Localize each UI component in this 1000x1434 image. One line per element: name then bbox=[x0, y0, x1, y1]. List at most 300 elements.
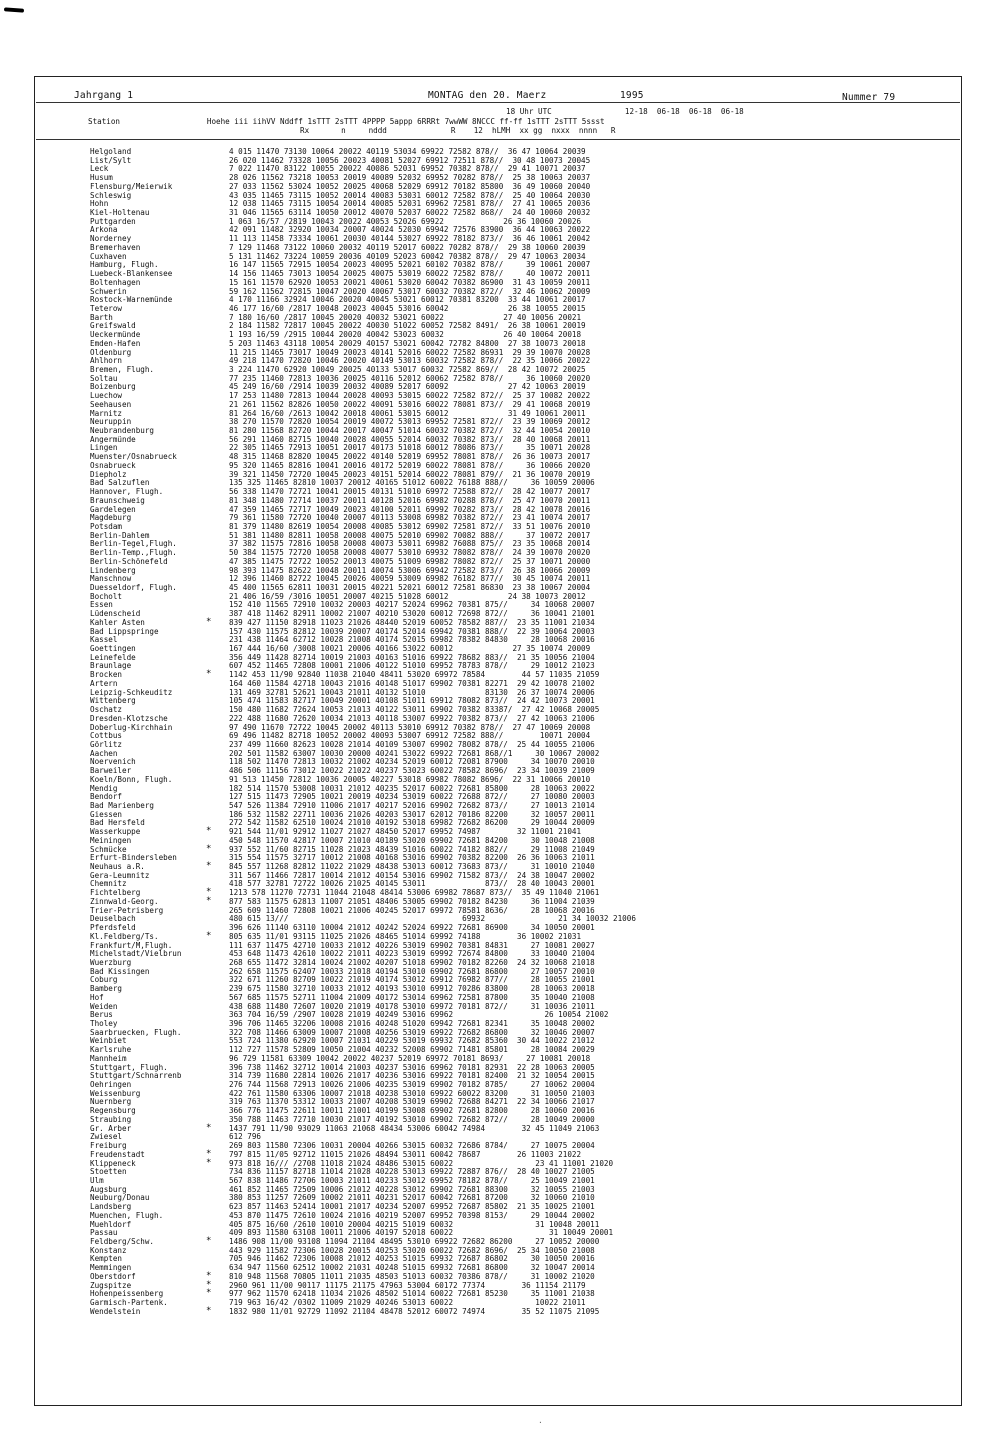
station-values: 69 496 11482 82718 10052 20002 40093 53007 69912 72582 888// 10071 20004 bbox=[229, 731, 591, 741]
station-row bbox=[38, 295, 958, 304]
station-name: Cottbus bbox=[90, 731, 123, 741]
station-name: Konstanz bbox=[90, 1245, 127, 1255]
station-name: Emden-Hafen bbox=[90, 338, 141, 348]
station-values: 157 430 11575 82812 10039 20007 40174 52014 69942 70381 888// 22 39 10064 20003 bbox=[229, 626, 595, 636]
station-row bbox=[38, 1150, 958, 1159]
station-name: Neuburg/Donau bbox=[90, 1193, 150, 1203]
station-row bbox=[38, 461, 958, 470]
station-values: 26 020 11462 73328 10056 20023 40081 52027 69912 72511 878// 30 48 10073 20045 bbox=[229, 155, 591, 165]
station-row bbox=[38, 452, 958, 461]
station-name: Passau bbox=[90, 1228, 118, 1238]
header-rule-bottom bbox=[36, 139, 960, 140]
station-name: Bad Lippspringe bbox=[90, 626, 159, 636]
station-values: 719 963 16/42 /0302 11009 21029 40246 53013 60022 10022 21011 bbox=[229, 1298, 586, 1308]
station-row bbox=[38, 853, 958, 862]
station-name: Puttgarden bbox=[90, 216, 136, 226]
station-name: Berlin-Dahlem bbox=[90, 530, 150, 540]
station-row bbox=[38, 208, 958, 217]
station-name: Schmücke bbox=[90, 844, 127, 854]
station-row bbox=[38, 1028, 958, 1037]
station-row bbox=[38, 417, 958, 426]
station-name: Husum bbox=[90, 173, 113, 183]
station-name: Kl.Feldberg/Ts. bbox=[90, 931, 159, 941]
station-row bbox=[38, 199, 958, 208]
station-name: Ahlhorn bbox=[90, 356, 123, 366]
station-name: Wittenberg bbox=[90, 696, 136, 706]
station-values: 5 131 11462 73224 10059 20036 40109 52023 60042 70382 878// 29 47 10063 20034 bbox=[229, 251, 586, 261]
station-values: 366 776 11475 22611 10011 21001 40199 53008 69902 72681 82800 28 10060 20016 bbox=[229, 1106, 595, 1116]
station-row bbox=[38, 522, 958, 531]
station-values: 322 671 11260 82709 10022 21019 40174 53012 69912 76982 877// 28 10055 21001 bbox=[229, 975, 595, 985]
station-values: 95 320 11465 82816 10041 20016 40172 52019 60022 78081 878// 36 10066 20020 bbox=[229, 460, 591, 470]
station-name: Schwerin bbox=[90, 286, 127, 296]
mountain-station-marker: * bbox=[206, 930, 212, 941]
station-row bbox=[38, 627, 958, 636]
station-values: 182 514 11570 53008 10031 21012 40235 52017 60022 72681 85800 28 10063 20022 bbox=[229, 783, 595, 793]
station-name: Ulm bbox=[90, 1175, 104, 1185]
scan-mark bbox=[4, 7, 24, 12]
station-row bbox=[38, 914, 958, 923]
station-name: Luechow bbox=[90, 391, 123, 401]
station-row bbox=[38, 609, 958, 618]
station-row bbox=[38, 1185, 958, 1194]
station-row bbox=[38, 975, 958, 984]
station-values: 45 249 16/60 /2914 10039 20032 40089 52017 60092 27 42 10063 20019 bbox=[229, 382, 586, 392]
station-name: Oschatz bbox=[90, 705, 123, 715]
station-values: 7 129 11468 73122 10060 20032 40119 52017 60022 70282 878// 29 38 10060 20039 bbox=[229, 242, 586, 252]
station-values: 222 488 11680 72620 10034 21013 40118 53007 69922 70382 873// 27 42 10063 21006 bbox=[229, 713, 595, 723]
station-name: Zinnwald-Georg. bbox=[90, 896, 159, 906]
station-name: Boizenburg bbox=[90, 382, 136, 392]
station-name: Bocholt bbox=[90, 591, 123, 601]
station-values: 845 557 11268 82812 11022 21029 48438 53013 60012 73683 873// 31 10010 21040 bbox=[229, 862, 595, 872]
volume-label: Jahrgang 1 bbox=[74, 90, 134, 101]
station-row bbox=[38, 705, 958, 714]
station-name: Greifswald bbox=[90, 321, 136, 331]
station-row bbox=[38, 409, 958, 418]
station-name: Deuselbach bbox=[90, 914, 136, 924]
station-row bbox=[38, 1097, 958, 1106]
station-row bbox=[38, 1220, 958, 1229]
station-name: Stuttgart/Schnarrenb bbox=[90, 1071, 182, 1081]
station-values: 81 264 16/60 /2613 10042 20018 40061 53015 60012 31 49 10061 20011 bbox=[229, 408, 586, 418]
station-values: 380 853 11257 72609 10002 21011 40231 52017 60042 72681 87200 32 10060 21010 bbox=[229, 1193, 595, 1203]
station-row bbox=[38, 1237, 958, 1246]
station-name: Berlin-Schönefeld bbox=[90, 556, 168, 566]
station-name: Arkona bbox=[90, 225, 118, 235]
station-row bbox=[38, 871, 958, 880]
station-row bbox=[38, 147, 958, 156]
station-name: Dresden-Klotzsche bbox=[90, 713, 168, 723]
mountain-station-marker: * bbox=[206, 1122, 212, 1133]
weekday-date-label: MONTAG den 20. Maerz bbox=[428, 90, 547, 101]
station-row bbox=[38, 278, 958, 287]
station-row bbox=[38, 365, 958, 374]
station-values: 734 836 11157 82718 11014 21028 40228 53013 69922 72887 876// 28 40 10027 21005 bbox=[229, 1167, 595, 1177]
station-values: 27 033 11562 53024 10052 20025 40068 52029 69912 70182 85800 36 49 10060 20040 bbox=[229, 181, 591, 191]
station-values: 486 506 11156 73012 10022 21022 40237 53023 60022 78582 8696/ 23 34 10039 21009 bbox=[229, 766, 595, 776]
station-name: Hohenpeissenberg bbox=[90, 1289, 164, 1299]
station-values: 5 203 11463 43118 10054 20029 40157 53021 60042 72782 84800 27 38 10073 20018 bbox=[229, 338, 586, 348]
station-name: Barth bbox=[90, 312, 113, 322]
station-values: 269 803 11580 72306 10031 20004 40266 53015 60032 72686 8784/ 27 10075 20004 bbox=[229, 1141, 595, 1151]
station-row bbox=[38, 1254, 958, 1263]
station-values: 91 513 11450 72812 10036 20005 40227 53018 69982 78082 8696/ 22 31 10066 20010 bbox=[229, 774, 591, 784]
station-row bbox=[38, 496, 958, 505]
station-name: Saarbruecken, Flugh. bbox=[90, 1027, 182, 1037]
station-name: Kiel-Holtenau bbox=[90, 208, 150, 218]
station-row bbox=[38, 478, 958, 487]
station-values: 322 708 11466 63009 10007 21008 40256 53019 69922 72682 86800 32 10046 20007 bbox=[229, 1027, 595, 1037]
station-name: Karlsruhe bbox=[90, 1045, 132, 1055]
station-row bbox=[38, 348, 958, 357]
station-row bbox=[38, 1124, 958, 1133]
station-values: 634 947 11560 62512 10002 21031 40248 51015 69932 72681 86800 32 10047 20014 bbox=[229, 1263, 595, 1273]
mountain-station-marker: * bbox=[206, 1157, 212, 1168]
station-name: Erfurt-Bindersleben bbox=[90, 853, 177, 863]
mountain-station-marker: * bbox=[206, 1305, 212, 1316]
mountain-station-marker: * bbox=[206, 669, 212, 680]
station-values: 239 675 11580 32710 10033 21012 40193 53010 69912 70286 83800 28 10063 20018 bbox=[229, 984, 595, 994]
station-name: Freudenstadt bbox=[90, 1149, 145, 1159]
station-name: Hannover, Flugh. bbox=[90, 487, 164, 497]
station-values: 612 796 bbox=[229, 1132, 262, 1142]
station-values: 48 315 11468 82820 10045 20022 40140 52019 69952 78081 878// 26 36 10073 20017 bbox=[229, 452, 591, 462]
station-values: 453 648 11473 42610 10022 21011 40223 53019 69992 72674 84800 33 10040 21004 bbox=[229, 949, 595, 959]
station-values: 567 685 11575 52711 11004 21009 40172 53014 69962 72581 87800 35 10040 21008 bbox=[229, 992, 595, 1002]
station-name: Wuerzburg bbox=[90, 957, 132, 967]
station-row bbox=[38, 670, 958, 679]
station-row bbox=[38, 443, 958, 452]
station-values: 314 739 11680 22814 10026 21017 40236 53016 69922 70181 82400 21 32 10054 20015 bbox=[229, 1071, 595, 1081]
station-values: 1 193 16/59 /2915 10044 20020 40042 53023 60032 26 40 10064 20018 bbox=[229, 330, 582, 340]
station-row bbox=[38, 1307, 958, 1316]
station-row bbox=[38, 1272, 958, 1281]
station-values: 231 438 11464 62712 10028 21008 40174 52015 69982 78382 84830 28 10068 20016 bbox=[229, 635, 595, 645]
station-name: Kahler Asten bbox=[90, 617, 145, 627]
station-row bbox=[38, 618, 958, 627]
station-values: 21 406 16/59 /3016 10051 20007 40215 51028 60012 24 38 10073 20012 bbox=[229, 591, 586, 601]
station-name: Weissenburg bbox=[90, 1088, 141, 1098]
station-values: 97 490 11670 72722 10045 20002 40113 53010 69912 70382 878// 27 47 10069 20008 bbox=[229, 722, 591, 732]
station-row bbox=[38, 557, 958, 566]
station-values: 805 635 11/01 93115 11025 21026 48465 51014 69992 74188 36 10002 21031 bbox=[229, 931, 582, 941]
station-name: Schleswig bbox=[90, 190, 132, 200]
station-row bbox=[38, 243, 958, 252]
station-name: Fichtelberg bbox=[90, 888, 141, 898]
station-values: 51 381 11480 82811 10058 20008 40075 52010 69902 70082 888// 37 10072 20017 bbox=[229, 530, 591, 540]
station-name: List/Sylt bbox=[90, 155, 132, 165]
station-row bbox=[38, 740, 958, 749]
station-values: 2960 961 11/00 90117 11175 21175 47963 53004 60172 77374 36 11154 21179 bbox=[229, 1280, 586, 1290]
station-values: 921 544 11/01 92912 11027 21027 48450 52017 69952 74987 32 11001 21041 bbox=[229, 827, 582, 837]
station-values: 150 480 11682 72624 10053 21013 40122 53011 69902 70382 83387/ 27 42 10068 20005 bbox=[229, 705, 600, 715]
station-values: 1142 453 11/90 92840 11038 21040 48411 53020 69972 78584 44 57 11035 21059 bbox=[229, 670, 600, 680]
station-values: 42 091 11482 32920 10034 20007 40024 52030 69942 72576 83900 36 44 10063 20022 bbox=[229, 225, 591, 235]
station-values: 127 515 11473 72905 10021 20019 40234 53019 60022 72688 872// 27 10080 20003 bbox=[229, 792, 595, 802]
station-name: Bad Hersfeld bbox=[90, 818, 145, 828]
station-values: 37 382 11575 72816 10058 20008 40073 53011 69982 76088 875// 23 35 10068 20014 bbox=[229, 539, 591, 549]
station-row bbox=[38, 182, 958, 191]
station-row bbox=[38, 470, 958, 479]
station-row bbox=[38, 801, 958, 810]
station-row bbox=[38, 967, 958, 976]
station-values: 797 815 11/05 92712 11015 21026 48494 53011 60042 78687 26 11003 21022 bbox=[229, 1149, 582, 1159]
mountain-station-marker: * bbox=[206, 826, 212, 837]
station-name: Memmingen bbox=[90, 1263, 132, 1273]
station-values: 363 704 16/59 /2907 10028 21019 40249 53016 69962 26 10054 21002 bbox=[229, 1010, 609, 1020]
station-row bbox=[38, 1045, 958, 1054]
station-name: Braunlage bbox=[90, 661, 132, 671]
station-values: 973 818 16/// /2708 11018 21024 48486 53015 60022 23 41 11001 21020 bbox=[229, 1158, 614, 1168]
station-name: Doberlug-Kirchhain bbox=[90, 722, 173, 732]
station-row bbox=[38, 749, 958, 758]
station-values: 268 655 11472 32814 10024 21002 40207 51018 69902 70182 82260 24 32 10068 21018 bbox=[229, 957, 595, 967]
station-row bbox=[38, 173, 958, 182]
station-row bbox=[38, 1106, 958, 1115]
station-row bbox=[38, 1071, 958, 1080]
station-name: Duesseldorf, Flugh. bbox=[90, 583, 177, 592]
station-name: Berus bbox=[90, 1010, 113, 1020]
station-name: Gr. Arber bbox=[90, 1123, 132, 1133]
station-row bbox=[38, 836, 958, 845]
station-values: 105 474 11583 82717 10049 20001 40108 51011 69912 78082 873// 24 42 10073 20001 bbox=[229, 696, 595, 706]
station-row bbox=[38, 897, 958, 906]
station-row bbox=[38, 217, 958, 226]
station-name: Gardelegen bbox=[90, 504, 136, 514]
station-name: Tholey bbox=[90, 1019, 118, 1028]
station-name: Klippeneck bbox=[90, 1158, 136, 1168]
station-row bbox=[38, 513, 958, 522]
station-name: Oehringen bbox=[90, 1080, 132, 1090]
station-values: 81 280 11568 82720 10044 20017 40047 51014 60032 70382 872// 32 44 10054 20010 bbox=[229, 426, 591, 436]
station-name: Pferdsfeld bbox=[90, 923, 136, 933]
station-row bbox=[38, 661, 958, 670]
station-row bbox=[38, 304, 958, 313]
station-values: 15 161 11570 62920 10053 20021 40061 53020 60042 70382 86900 31 43 10059 20011 bbox=[229, 277, 591, 287]
station-values: 547 526 11384 72910 11006 21017 40217 52016 69902 72682 873// 27 10013 21014 bbox=[229, 801, 595, 810]
station-row bbox=[38, 156, 958, 165]
station-values: 438 688 11480 72607 10020 21019 40178 53010 69972 70181 872// 31 10036 21011 bbox=[229, 1001, 595, 1011]
station-row bbox=[38, 723, 958, 732]
issue-number-label: Nummer 79 bbox=[842, 92, 896, 103]
station-row bbox=[38, 827, 958, 836]
station-values: 480 615 13/// 69932 21 34 10032 21006 bbox=[229, 914, 636, 924]
column-header-line1: 18 Uhr UTC 12-18 06-18 06-18 06-18 bbox=[506, 107, 744, 116]
station-row bbox=[38, 191, 958, 200]
station-name: Marnitz bbox=[90, 408, 123, 418]
station-row bbox=[38, 505, 958, 514]
station-row bbox=[38, 1019, 958, 1028]
station-row bbox=[38, 426, 958, 435]
station-values: 186 532 11582 22711 10036 21026 40203 53017 62012 70186 82200 32 10057 20011 bbox=[229, 809, 595, 819]
station-values: 11 113 11458 73334 10061 20030 40144 53027 69922 78182 873// 36 46 10061 20042 bbox=[229, 234, 591, 244]
mountain-station-marker: * bbox=[206, 616, 212, 627]
station-values: 553 724 11380 62920 10007 21031 40229 53019 69932 72682 85360 30 44 10022 21012 bbox=[229, 1036, 595, 1046]
station-values: 396 706 11465 32206 10008 21016 40248 51020 69942 72681 82341 35 10048 20002 bbox=[229, 1019, 595, 1028]
station-row bbox=[38, 382, 958, 391]
station-row bbox=[38, 583, 958, 592]
station-values: 1486 908 11/00 93108 11094 21104 48495 53010 69922 72682 86200 27 10052 20000 bbox=[229, 1237, 600, 1246]
station-row bbox=[38, 923, 958, 932]
station-name: Ueckermünde bbox=[90, 330, 141, 340]
station-row bbox=[38, 696, 958, 705]
station-row bbox=[38, 862, 958, 871]
mountain-station-marker: * bbox=[206, 1270, 212, 1281]
station-values: 152 410 11565 72910 10032 20003 40217 52024 69962 70381 875// 34 10068 20007 bbox=[229, 600, 595, 610]
station-name: Görlitz bbox=[90, 739, 123, 749]
station-values: 567 838 11486 72706 10003 21011 40233 53012 69952 78182 878// 25 10049 21001 bbox=[229, 1175, 595, 1185]
station-values: 167 444 16/60 /3008 10021 20006 40166 53022 60012 27 35 10074 20009 bbox=[229, 644, 591, 654]
station-row bbox=[38, 1141, 958, 1150]
station-name: Coburg bbox=[90, 975, 118, 985]
station-row bbox=[38, 775, 958, 784]
mountain-station-marker: * bbox=[206, 895, 212, 906]
station-row bbox=[38, 400, 958, 409]
station-values: 56 291 11460 82715 10040 20028 40055 52014 60032 70382 873// 28 40 10068 20011 bbox=[229, 434, 591, 444]
station-values: 418 577 32781 72722 10026 21025 40145 53011 873// 28 40 10043 20001 bbox=[229, 879, 595, 889]
station-row bbox=[38, 225, 958, 234]
station-name: Leck bbox=[90, 164, 109, 174]
station-name: Frankfurt/M,Flugh. bbox=[90, 940, 173, 950]
station-values: 49 218 11470 72820 10046 20020 40149 53013 60032 72582 878// 22 35 10066 20022 bbox=[229, 356, 591, 366]
station-name: Lüdenscheid bbox=[90, 609, 141, 619]
station-values: 202 501 11582 63007 10030 20000 40241 53022 69922 72681 868//1 30 10067 20002 bbox=[229, 748, 600, 758]
station-row bbox=[38, 984, 958, 993]
station-values: 1437 791 11/90 93029 11063 21068 48434 53006 60042 74984 32 45 11049 21063 bbox=[229, 1123, 600, 1133]
station-row bbox=[38, 714, 958, 723]
station-values: 937 552 11/60 82715 11028 21023 48439 51016 60022 74182 882// 29 11008 21049 bbox=[229, 844, 595, 854]
station-values: 272 542 11582 62510 10024 21010 40192 53018 69982 72682 86200 29 10044 20009 bbox=[229, 818, 595, 828]
station-row bbox=[38, 531, 958, 540]
station-values: 7 180 16/60 /2817 10045 20020 40032 53021 60022 27 40 10056 20021 bbox=[229, 312, 582, 322]
station-name: Boltenhagen bbox=[90, 277, 141, 287]
station-values: 237 499 11660 82623 10028 21014 40109 53007 69902 78082 878// 25 44 10055 21006 bbox=[229, 739, 595, 749]
station-name: Hohn bbox=[90, 199, 109, 209]
mountain-station-marker: * bbox=[206, 1148, 212, 1159]
station-name: Gera-Leumnitz bbox=[90, 870, 150, 880]
station-name: Bad Salzuflen bbox=[90, 478, 150, 488]
station-name: Mannheim bbox=[90, 1053, 127, 1063]
station-name: Stoetten bbox=[90, 1167, 127, 1177]
station-name: Straubing bbox=[90, 1114, 132, 1124]
station-values: 98 393 11475 82622 10048 20011 40074 53006 69942 72582 873// 26 38 10066 20009 bbox=[229, 565, 591, 575]
station-row bbox=[38, 845, 958, 854]
station-name: Diepholz bbox=[90, 469, 127, 479]
station-row bbox=[38, 321, 958, 330]
station-name: Trier-Petrisberg bbox=[90, 905, 164, 915]
station-values: 4 170 11166 32924 10046 20020 40045 53021 60012 70381 83200 33 44 10061 20017 bbox=[229, 295, 586, 305]
station-values: 56 338 11470 72721 10041 20015 40131 51010 69972 72588 872// 28 42 10077 20017 bbox=[229, 487, 591, 497]
station-row bbox=[38, 574, 958, 583]
station-row bbox=[38, 600, 958, 609]
station-values: 7 022 11470 83122 10055 20022 40086 52031 69952 70382 878// 29 41 10071 20037 bbox=[229, 164, 586, 174]
year-label: 1995 bbox=[620, 90, 644, 101]
station-name: Koeln/Bonn, Flugh. bbox=[90, 774, 173, 784]
station-name: Muehldorf bbox=[90, 1219, 132, 1229]
station-row bbox=[38, 487, 958, 496]
station-name: Rostock-Warnemünde bbox=[90, 295, 173, 305]
station-name: Nuernberg bbox=[90, 1097, 132, 1107]
station-values: 96 729 11581 63309 10042 20022 40237 52019 69972 70181 8693/ 27 10081 20018 bbox=[229, 1053, 591, 1063]
station-row bbox=[38, 731, 958, 740]
station-values: 135 325 11465 82810 10037 20012 40165 51012 60022 76188 888// 36 10059 20006 bbox=[229, 478, 595, 488]
station-row bbox=[38, 766, 958, 775]
station-row bbox=[38, 949, 958, 958]
station-values: 396 738 11462 32712 10014 21003 40237 53016 69962 70181 82931 22 28 10063 20005 bbox=[229, 1062, 595, 1072]
station-values: 3 224 11470 62920 10049 20025 40133 53017 60032 72582 869// 28 42 10072 20025 bbox=[229, 365, 586, 374]
column-header-line3: Rx n nddd R 12 hLMH xx gg nxxx nnnn R bbox=[300, 126, 616, 135]
station-name: Oberstdorf bbox=[90, 1271, 136, 1281]
station-name: Potsdam bbox=[90, 521, 123, 531]
station-name: Berlin-Tegel,Flugh. bbox=[90, 539, 177, 549]
station-row bbox=[38, 391, 958, 400]
station-values: 12 038 11465 73115 10054 20014 40085 52031 69962 72581 878// 27 41 10065 20036 bbox=[229, 199, 591, 209]
station-name: Braunschweig bbox=[90, 495, 145, 505]
station-name: Seehausen bbox=[90, 399, 132, 409]
station-row bbox=[38, 1063, 958, 1072]
station-name: Luebeck-Blankensee bbox=[90, 269, 173, 279]
station-name: Mendig bbox=[90, 783, 118, 793]
station-row bbox=[38, 1246, 958, 1255]
station-values: 50 384 11575 72720 10058 20008 40077 53010 69932 78082 878// 24 39 10070 20020 bbox=[229, 548, 591, 558]
station-row bbox=[38, 941, 958, 950]
station-name: Weinbiet bbox=[90, 1036, 127, 1046]
station-values: 356 449 11428 82714 10019 21003 40163 51016 69922 78682 883// 21 35 10056 21004 bbox=[229, 652, 595, 662]
scan-dot: · bbox=[538, 1418, 543, 1427]
station-values: 877 583 11575 62813 11007 21051 48406 53005 69902 70182 84230 36 11004 21039 bbox=[229, 896, 595, 906]
station-name: Manschnow bbox=[90, 574, 132, 584]
station-values: 46 177 16/60 /2817 10048 20023 40045 53016 60042 26 38 10055 20015 bbox=[229, 303, 586, 313]
station-values: 311 567 11466 72817 10014 21012 40154 53016 69902 71582 873// 24 38 10047 20002 bbox=[229, 870, 595, 880]
station-row bbox=[38, 374, 958, 383]
station-row bbox=[38, 164, 958, 173]
station-name: Zugspitze bbox=[90, 1280, 132, 1290]
station-values: 22 305 11465 72913 10051 20017 40173 51018 60012 78086 873// 35 10071 20028 bbox=[229, 443, 591, 453]
station-name: Weiden bbox=[90, 1001, 118, 1011]
station-name: Lingen bbox=[90, 443, 118, 453]
station-row bbox=[38, 1089, 958, 1098]
station-name: Goettingen bbox=[90, 644, 136, 654]
station-values: 387 418 11462 82911 10002 21007 40210 53020 60012 72698 872// 36 10041 21001 bbox=[229, 609, 595, 619]
station-row bbox=[38, 1176, 958, 1185]
station-values: 422 761 11580 63306 10007 21018 40238 53010 69922 60022 83200 31 10050 21003 bbox=[229, 1088, 595, 1098]
station-name: Meiningen bbox=[90, 835, 132, 845]
station-values: 164 460 11584 42718 10043 21016 40148 51017 69902 70381 82271 29 42 10078 21002 bbox=[229, 678, 595, 688]
station-name: Bremerhaven bbox=[90, 242, 141, 252]
station-name: Neuruppin bbox=[90, 417, 132, 427]
station-values: 14 156 11465 73013 10054 20025 40075 53019 60022 72582 878// 40 10072 20011 bbox=[229, 269, 591, 279]
station-name: Angermünde bbox=[90, 434, 136, 444]
station-name: Kempten bbox=[90, 1254, 123, 1264]
station-name: Lindenberg bbox=[90, 565, 136, 575]
station-values: 396 626 11140 63110 10004 21012 40242 52024 69922 72681 86900 34 10050 20001 bbox=[229, 923, 595, 933]
mountain-station-marker: * bbox=[206, 843, 212, 854]
station-values: 1213 578 11270 72731 11044 21048 48414 53006 69982 78687 873// 35 49 11040 21061 bbox=[229, 888, 600, 898]
station-values: 315 554 11575 32717 10012 21008 40168 53016 69902 70382 82200 26 36 10063 21011 bbox=[229, 853, 595, 863]
station-name: Muenster/Osnabrueck bbox=[90, 452, 177, 462]
station-values: 131 469 32781 52621 10043 21011 40132 51010 83130 26 37 10074 20006 bbox=[229, 687, 595, 697]
station-row bbox=[38, 252, 958, 261]
station-name: Feldberg/Schw. bbox=[90, 1237, 155, 1246]
station-values: 1 063 16/57 /2819 10043 20022 40053 52026 69922 26 36 10060 20026 bbox=[229, 216, 582, 226]
station-row bbox=[38, 1167, 958, 1176]
station-row bbox=[38, 566, 958, 575]
header-rule-top bbox=[36, 102, 960, 103]
station-row bbox=[38, 879, 958, 888]
mountain-station-marker: * bbox=[206, 1236, 212, 1246]
station-values: 276 744 11568 72913 10026 21006 40235 53019 69902 70182 8785/ 27 10062 20004 bbox=[229, 1080, 595, 1090]
